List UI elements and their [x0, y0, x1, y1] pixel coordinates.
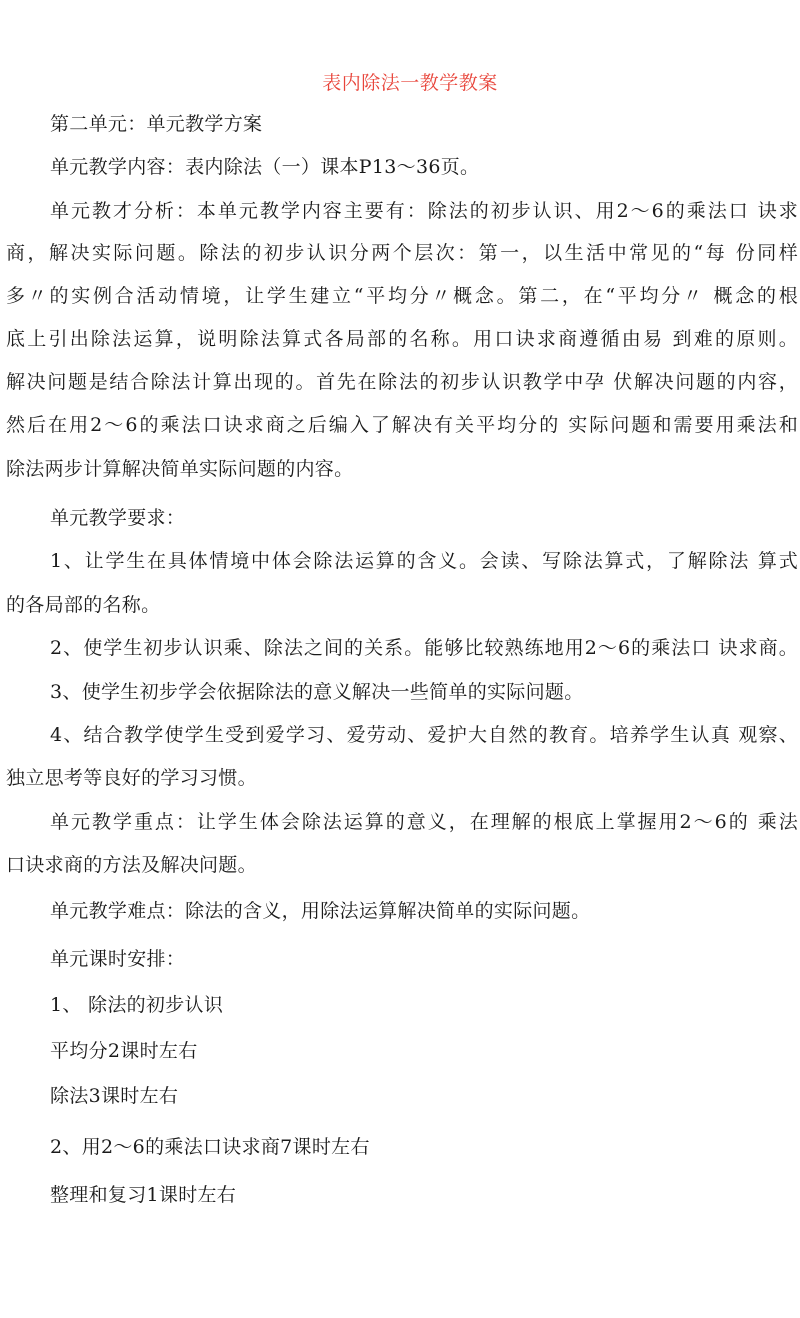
schedule-sub-2: 除法3课时左右 — [50, 1085, 179, 1107]
schedule-item-1: 1、 除法的初步认识 — [50, 994, 224, 1016]
schedule-item-3: 整理和复习1课时左右 — [50, 1184, 237, 1206]
key-point-line-1: 单元教学重点：让学生体会除法运算的意义，在理解的根底上掌握用2〜6的 乘法 — [50, 811, 798, 833]
unit-content: 单元教学内容：表内除法（一）课本P13〜36页。 — [50, 156, 480, 178]
schedule-item-2: 2、用2〜6的乘法口诀求商7课时左右 — [50, 1136, 370, 1158]
analysis-line-1: 单元教才分析：本单元教学内容主要有：除法的初步认识、用2〜6的乘法口 诀求 — [50, 200, 798, 222]
analysis-line-2: 商，解决实际问题。除法的初步认识分两个层次：第一，以生活中常见的“每 份同样 — [6, 242, 798, 264]
key-point-line-2: 口诀求商的方法及解决问题。 — [6, 854, 257, 876]
requirement-4-line-2: 独立思考等良好的学习习惯。 — [6, 767, 257, 789]
schedule-sub-1: 平均分2课时左右 — [50, 1040, 198, 1062]
analysis-line-7: 除法两步计算解决简单实际问题的内容。 — [6, 458, 354, 480]
analysis-line-5: 解决问题是结合除法计算出现的。首先在除法的初步认识教学中孕 伏解决问题的内容， — [6, 371, 798, 393]
document-title: 表内除法一教学教案 — [322, 72, 498, 94]
analysis-line-4: 底上引出除法运算，说明除法算式各局部的名称。用口诀求商遵循由易 到难的原则。 — [6, 328, 798, 350]
schedule-heading: 单元课时安排： — [50, 948, 186, 970]
requirements-heading: 单元教学要求： — [50, 507, 186, 529]
requirement-2: 2、使学生初步认识乘、除法之间的关系。能够比较熟练地用2〜6的乘法口 诀求商。 — [50, 637, 798, 659]
unit-heading: 第二单元：单元教学方案 — [50, 113, 263, 135]
requirement-4-line-1: 4、结合教学使学生受到爱学习、爱劳动、爱护大自然的教育。培养学生认真 观察、 — [50, 724, 798, 746]
analysis-line-3: 多〃的实例合活动情境，让学生建立“平均分〃概念。第二，在“平均分〃 概念的根 — [6, 285, 798, 307]
analysis-line-6: 然后在用2〜6的乘法口诀求商之后编入了解决有关平均分的 实际问题和需要用乘法和 — [6, 414, 798, 436]
requirement-3: 3、使学生初步学会依据除法的意义解决一些简单的实际问题。 — [50, 681, 584, 703]
requirement-1-line-1: 1、让学生在具体情境中体会除法运算的含义。会读、写除法算式，了解除法 算式 — [50, 550, 798, 572]
difficulty: 单元教学难点：除法的含义，用除法运算解决简单的实际问题。 — [50, 900, 591, 922]
requirement-1-line-2: 的各局部的名称。 — [6, 594, 161, 616]
